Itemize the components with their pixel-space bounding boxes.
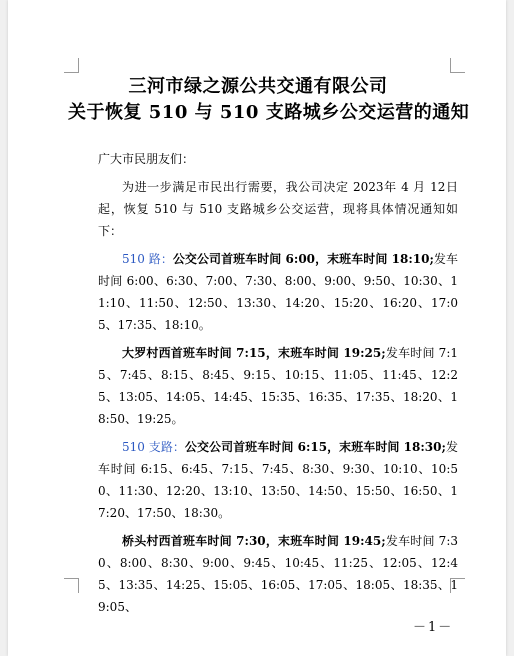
- document-title-notice: 关于恢复 510 与 510 支路城乡公交运营的通知: [68, 102, 470, 123]
- route-510-branch-first-last: 公交公司首班车时间 6:15，末班车时间 18:30;: [184, 440, 446, 454]
- route-510-branch-return-first-last: 桥头村西首班车时间 7:30，末班车时间 19:45;: [122, 534, 386, 548]
- page-number: －1－: [413, 620, 454, 635]
- document-body: [98, 148, 458, 624]
- route-510-branch-label: 510 支路：: [122, 440, 185, 454]
- route-510-return-paragraph: [98, 342, 458, 430]
- crop-mark-bottom-left: [64, 578, 79, 593]
- route-510-branch-times: 发车时间 6:15、6:45、7:15、7:45、8:30、9:30、10:10、10:50、11:30、12:20、13:10、13:50、14:50、15:50、16:50、17:20、17:50、18:30。: [98, 440, 458, 520]
- route-510-return-times: 发车时间 7:15、7:45、8:15、8:45、9:15、10:15、11:05、11:45、12:25、13:05、14:05、14:45、15:35、16:35、17:35、18:20、18:50、19:25。: [98, 346, 458, 426]
- route-510-label: 510 路：: [122, 252, 173, 266]
- route-510-times: 发车时间 6:00、6:30、7:00、7:30、8:00、9:00、9:50、10:30、11:10、11:50、12:50、13:30、14:20、15:20、16:20、17:05、17:35、18:10。: [98, 252, 458, 332]
- route-510-first-last: 公交公司首班车时间 6:00，末班车时间 18:10;: [172, 252, 434, 266]
- document-page: [8, 0, 506, 656]
- salutation: 广大市民朋友们：: [98, 152, 195, 166]
- route-510-branch-paragraph: [98, 436, 458, 524]
- route-510-paragraph: [98, 248, 458, 336]
- route-510-branch-return-times: 发车时间 7:30、8:00、8:30、9:00、9:45、10:45、11:25、12:05、12:45、13:35、14:25、15:05、16:05、17:05、18:05、18:35、19:05、: [98, 534, 458, 614]
- crop-mark-top-left: [64, 58, 79, 73]
- document-title-company: 三河市绿之源公共交通有限公司: [128, 76, 388, 97]
- route-510-branch-return-paragraph: [98, 530, 458, 618]
- route-510-return-first-last: 大罗村西首班车时间 7:15，末班车时间 19:25;: [122, 346, 386, 360]
- crop-mark-top-right: [450, 58, 465, 73]
- intro-paragraph: 为进一步满足市民出行需要，我公司决定 2023年 4 月 12日起，恢复 510 与 510 支路城乡公交运营，现将具体情况通知如下：: [98, 180, 458, 238]
